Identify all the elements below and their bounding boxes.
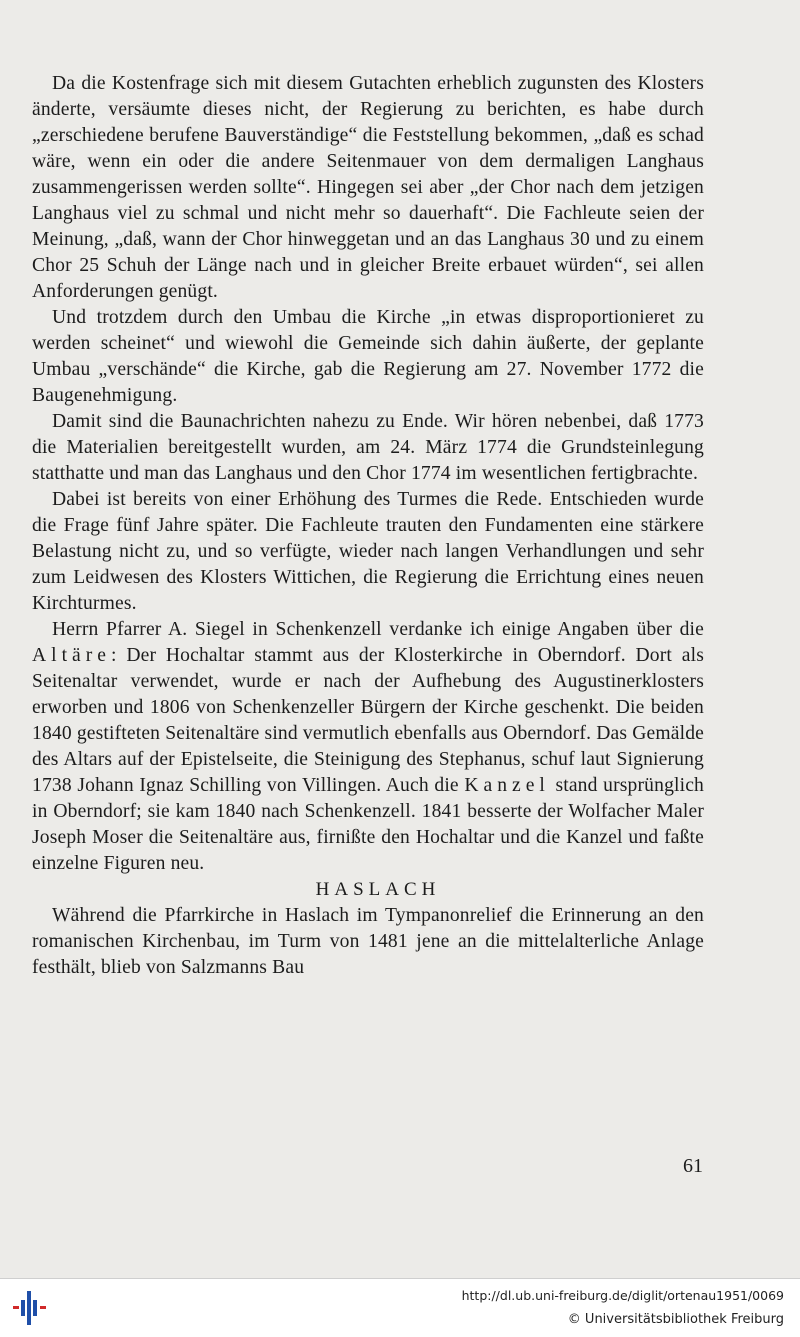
source-url-link[interactable]: http://dl.ub.uni-freiburg.de/diglit/ortenau1951/0069 (461, 1288, 784, 1303)
altar-text-part2: : Der Hochaltar stammt aus der Klosterkirche in Oberndorf. Dort als Seitenaltar verwendet, wurde er nach der Aufhebung des Augustinerklosters erworben und 1806 von Schenkenzeller Bürgern der Kirche geschenkt. Die beiden 1840 gestifteten Seitenaltäre sind vermutlich ebenfalls aus Oberndorf. Das Gemälde des Altars auf der Epistelseite, die Steinigung des Stephanus, schuf laut Signierung 1738 Johann Ignaz Schilling von Villingen. Auch die (32, 645, 704, 796)
pulpit-spaced-term: Kanzel (464, 775, 550, 796)
paragraph-haslach: Während die Pfarrkirche in Haslach im Tympanonrelief die Erinnerung an den romanischen Kirchenbau, im Turm von 1481 jene an die mittelalterliche Anlage festhält, blieb von Salzmanns Bau (32, 905, 704, 978)
altar-text-part3: stand ursprünglich in Oberndorf; sie kam 1840 nach Schenkenzell. 1841 besserte der Wolfacher Maler Joseph Moser die Seitenaltäre aus, firnißte den Hochaltar und die Kanzel und faßte einzelne Figuren neu. (32, 775, 704, 874)
paragraph-construction-end: Damit sind die Baunachrichten nahezu zu Ende. Wir hören nebenbei, daß 1773 die Materialien bereitgestellt wurden, am 24. März 1774 die Grundsteinlegung statthatte und man das Langhaus und den Chor 1774 im wesentlichen fertigbrachte. (32, 411, 704, 484)
paragraph-building-permit: Und trotzdem durch den Umbau die Kirche „in etwas disproportionieret zu werden scheinet“ und wiewohl die Gemeinde sich dahin äußerte, der geplante Umbau „verschände“ die Kirche, gab die Regierung am 27. November 1772 die Baugenehmigung. (32, 307, 704, 406)
page-number: 61 (683, 1155, 703, 1177)
paragraph-tower: Dabei ist bereits von einer Erhöhung des Turmes die Rede. Entschieden wurde die Frage fünf Jahre später. Die Fachleute trauten den Fundamenten eine stärkere Belastung nicht zu, und so verfügte, wieder nach langen Verhandlungen und sehr zum Leidwesen des Klosters Wittichen, die Regierung die Errichtung eines neuen Kirchturmes. (32, 489, 704, 614)
footer-bar (0, 1278, 800, 1337)
body-text (32, 71, 704, 981)
ub-freiburg-logo-icon[interactable] (10, 1289, 50, 1329)
paragraph-altars (32, 617, 704, 877)
altar-text-part1: Herrn Pfarrer A. Siegel in Schenkenzell verdanke ich einige Angaben über die (52, 619, 704, 640)
altar-spaced-term: Altäre (32, 645, 111, 666)
section-heading: HASLACH (315, 879, 441, 900)
paragraph-cost-question: Da die Kostenfrage sich mit diesem Gutachten erheblich zugunsten des Klosters änderte, versäumte dieses nicht, der Regierung zu berichten, es habe durch „zerschiedene berufene Bauverständige“ die Feststellung bekommen, „daß es schad wäre, wenn ein oder die andere Seitenmauer von dem dermaligen Langhaus zusammengerissen werden sollte“. Hingegen sei aber „der Chor nach dem jetzigen Langhaus viel zu schmal und nicht mehr so dauerhaft“. Die Fachleute seien der Meinung, „daß, wann der Chor hinweggetan und an das Langhaus 30 und zu einem Chor 25 Schuh der Länge nach und in gleicher Breite erbauet würden“, sei allen Anforderungen genügt. (32, 73, 704, 302)
copyright-text: © Universitätsbibliothek Freiburg (567, 1312, 784, 1327)
